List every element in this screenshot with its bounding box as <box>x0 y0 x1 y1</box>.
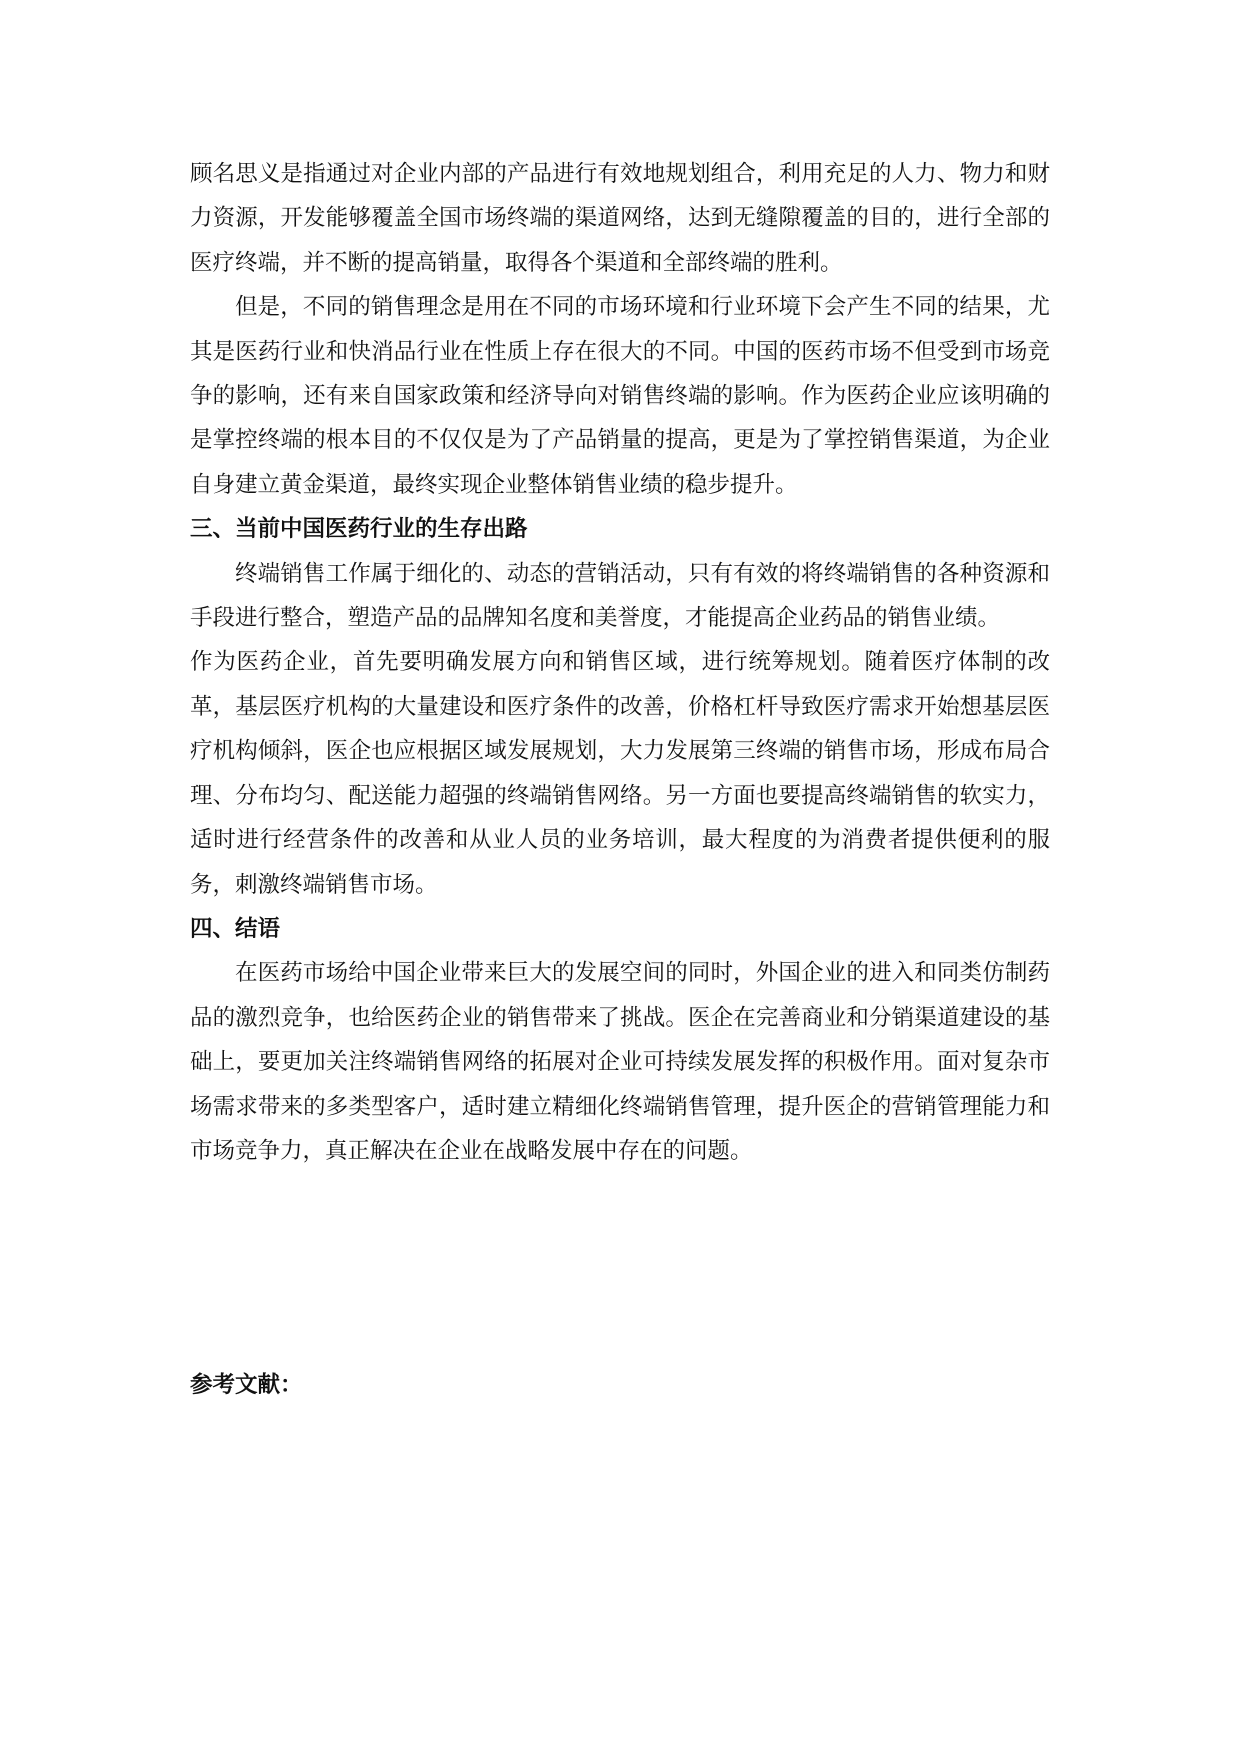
references-heading: 参考文献： <box>190 1372 303 1399</box>
paragraph-conclusion: 在医药市场给中国企业带来巨大的发展空间的同时，外国企业的进入和同类仿制药品的激烈竞争，也给医药企业的销售带来了挑战。医企在完善商业和分销渠道建设的基础上，要更加关注终端销售网络的拓展对企业可持续发展发挥的积极作用。面对复杂市场需求带来的多类型客户，适时建立精细化终端销售管理，提升医企的营销管理能力和市场竞争力，真正解决在企业在战略发展中存在的问题。 <box>190 960 1050 1164</box>
blank-space <box>190 1173 1050 1363</box>
section-heading-3: 三、当前中国医药行业的生存出路 <box>190 516 528 543</box>
section-heading-4: 四、结语 <box>190 915 281 942</box>
paragraph-strategy: 作为医药企业，首先要明确发展方向和销售区域，进行统筹规划。随着医疗体制的改革，基层医疗机构的大量建设和医疗条件的改善，价格杠杆导致医疗需求开始想基层医疗机构倾斜，医企也应根据区域发展规划，大力发展第三终端的销售市场，形成布局合理、分布均匀、配送能力超强的终端销售网络。另一方面也要提高终端销售的软实力，适时进行经营条件的改善和从业人员的业务培训，最大程度的为消费者提供便利的服务，刺激终端销售市场。 <box>190 649 1050 898</box>
document-page <box>190 152 1050 1408</box>
paragraph-terminal-sales: 终端销售工作属于细化的、动态的营销活动，只有有效的将终端销售的各种资源和手段进行整合，塑造产品的品牌知名度和美誉度，才能提高企业药品的销售业绩。 <box>190 560 1050 632</box>
paragraph-sales-concept: 但是，不同的销售理念是用在不同的市场环境和行业环境下会产生不同的结果，尤其是医药行业和快消品行业在性质上存在很大的不同。中国的医药市场不但受到市场竞争的影响，还有来自国家政策和经济导向对销售终端的影响。作为医药企业应该明确的是掌控终端的根本目的不仅仅是为了产品销量的提高，更是为了掌控销售渠道，为企业自身建立黄金渠道，最终实现企业整体销售业绩的稳步提升。 <box>190 294 1050 498</box>
paragraph-intro-continuation: 顾名思义是指通过对企业内部的产品进行有效地规划组合，利用充足的人力、物力和财力资源，开发能够覆盖全国市场终端的渠道网络，达到无缝隙覆盖的目的，进行全部的医疗终端，并不断的提高销量，取得各个渠道和全部终端的胜利。 <box>190 161 1050 276</box>
